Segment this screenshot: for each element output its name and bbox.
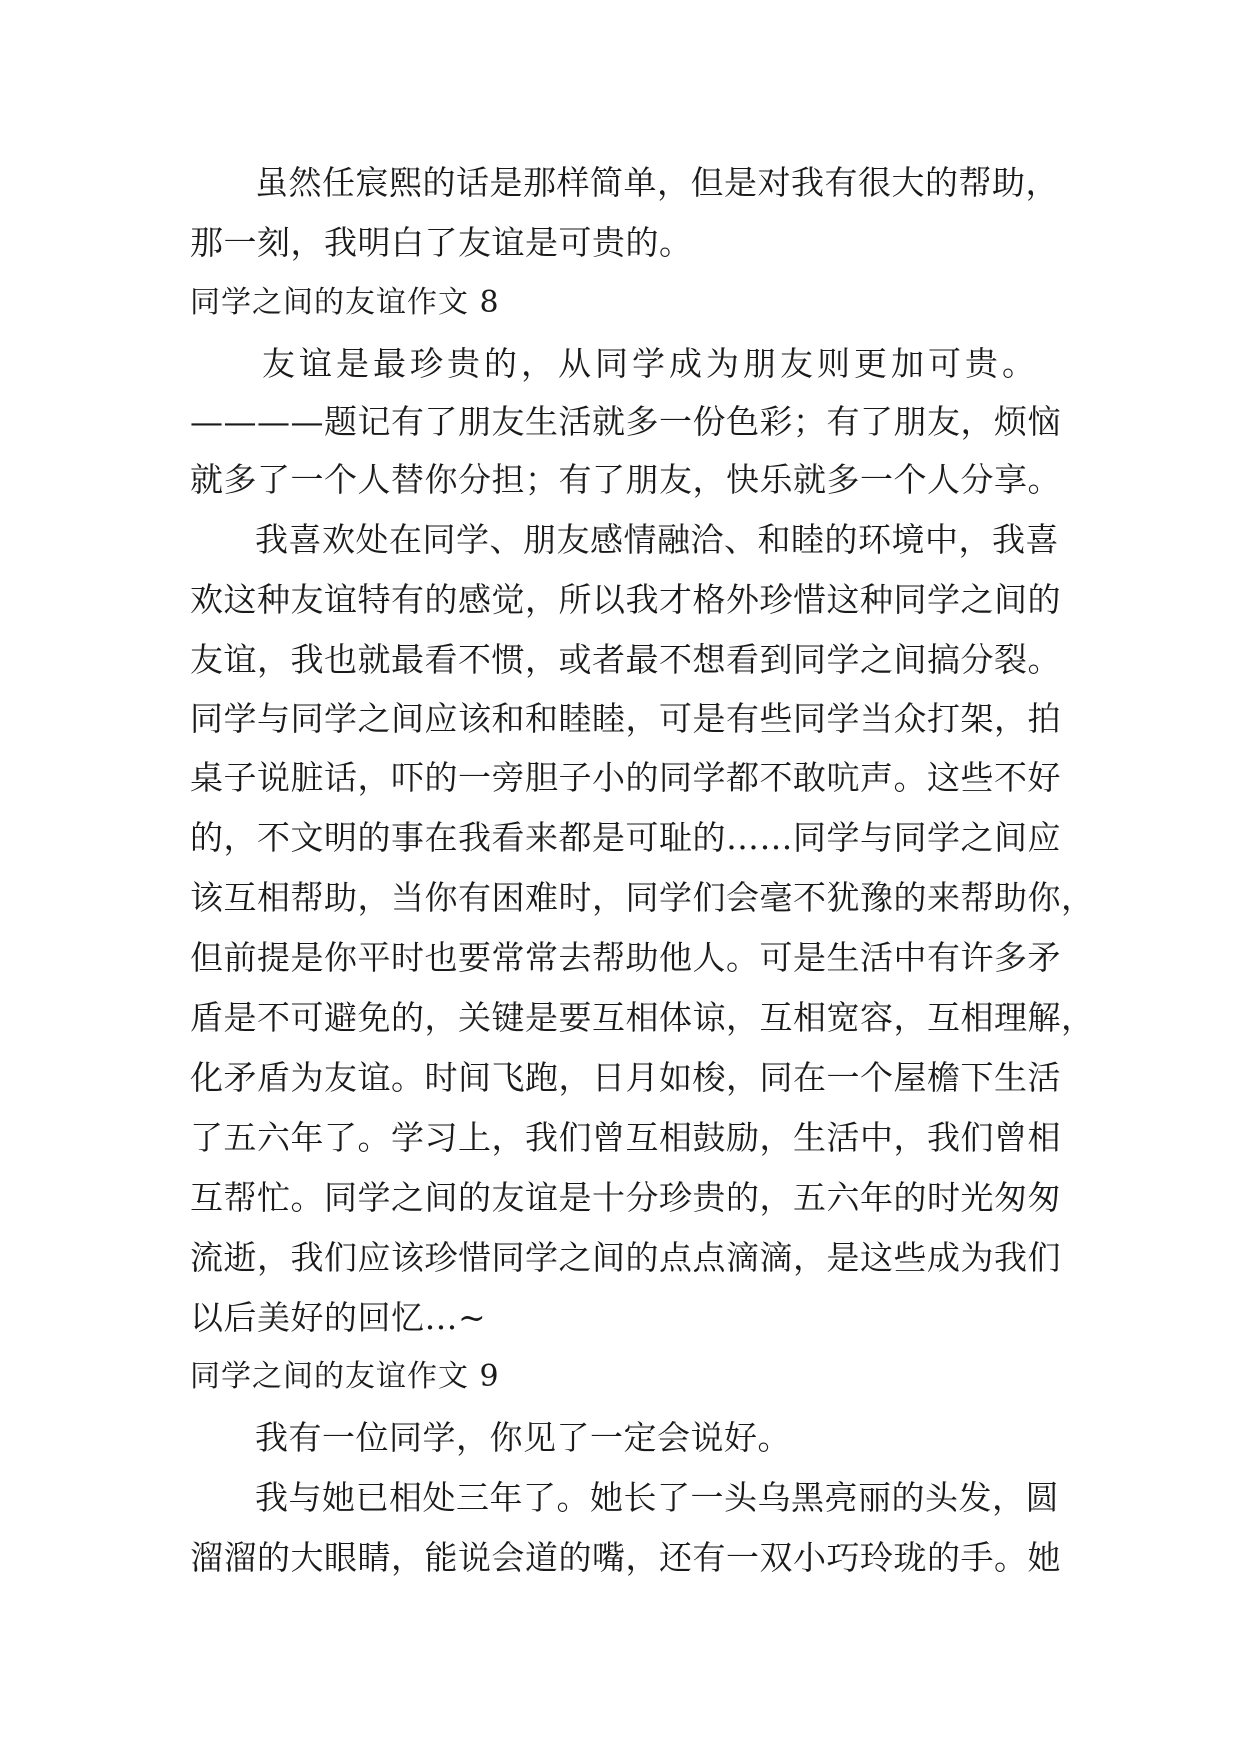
- paragraph-line: 互帮忙。同学之间的友谊是十分珍贵的，五六年的时光匆匆: [190, 1178, 1061, 1217]
- paragraph-line: 友谊是最珍贵的，从同学成为朋友则更加可贵。: [262, 344, 1039, 383]
- paragraph-line: 溜溜的大眼睛，能说会道的嘴，还有一双小巧玲珑的手。她: [190, 1538, 1061, 1577]
- paragraph-line: 同学与同学之间应该和和睦睦，可是有些同学当众打架，拍: [190, 699, 1061, 738]
- section-heading: 同学之间的友谊作文 9: [190, 1359, 500, 1394]
- paragraph-line: 盾是不可避免的，关键是要互相体谅，互相宽容，互相理解，: [190, 998, 1095, 1037]
- paragraph-line: 虽然任宸熙的话是那样简单，但是对我有很大的帮助，: [255, 163, 1059, 202]
- paragraph-line: 友谊，我也就最看不惯，或者最不想看到同学之间搞分裂。: [190, 640, 1061, 679]
- paragraph-line: 我与她已相处三年了。她长了一头乌黑亮丽的头发，圆: [255, 1478, 1059, 1517]
- paragraph-line: 的，不文明的事在我看来都是可耻的……同学与同学之间应: [190, 818, 1061, 857]
- paragraph-line: 了五六年了。学习上，我们曾互相鼓励，生活中，我们曾相: [190, 1118, 1061, 1157]
- paragraph-line: 那一刻，我明白了友谊是可贵的。: [190, 223, 693, 262]
- paragraph-line: 流逝，我们应该珍惜同学之间的点点滴滴，是这些成为我们: [190, 1238, 1061, 1277]
- paragraph-line: 但前提是你平时也要常常去帮助他人。可是生活中有许多矛: [190, 938, 1061, 977]
- section-heading: 同学之间的友谊作文 8: [190, 285, 500, 320]
- paragraph-line: 该互相帮助，当你有困难时，同学们会毫不犹豫的来帮助你，: [190, 878, 1095, 917]
- paragraph-line: 我喜欢处在同学、朋友感情融洽、和睦的环境中，我喜: [255, 520, 1059, 559]
- paragraph-line: 我有一位同学，你见了一定会说好。: [255, 1418, 791, 1457]
- paragraph-line: 以后美好的回忆…~: [190, 1298, 487, 1337]
- paragraph-line: 欢这种友谊特有的感觉，所以我才格外珍惜这种同学之间的: [190, 580, 1061, 619]
- paragraph-line: ————题记有了朋友生活就多一份色彩；有了朋友，烦恼: [190, 402, 1061, 441]
- paragraph-line: 就多了一个人替你分担；有了朋友，快乐就多一个人分享。: [190, 460, 1061, 499]
- paragraph-line: 桌子说脏话，吓的一旁胆子小的同学都不敢吭声。这些不好: [190, 758, 1061, 797]
- paragraph-line: 化矛盾为友谊。时间飞跑，日月如梭，同在一个屋檐下生活: [190, 1058, 1061, 1097]
